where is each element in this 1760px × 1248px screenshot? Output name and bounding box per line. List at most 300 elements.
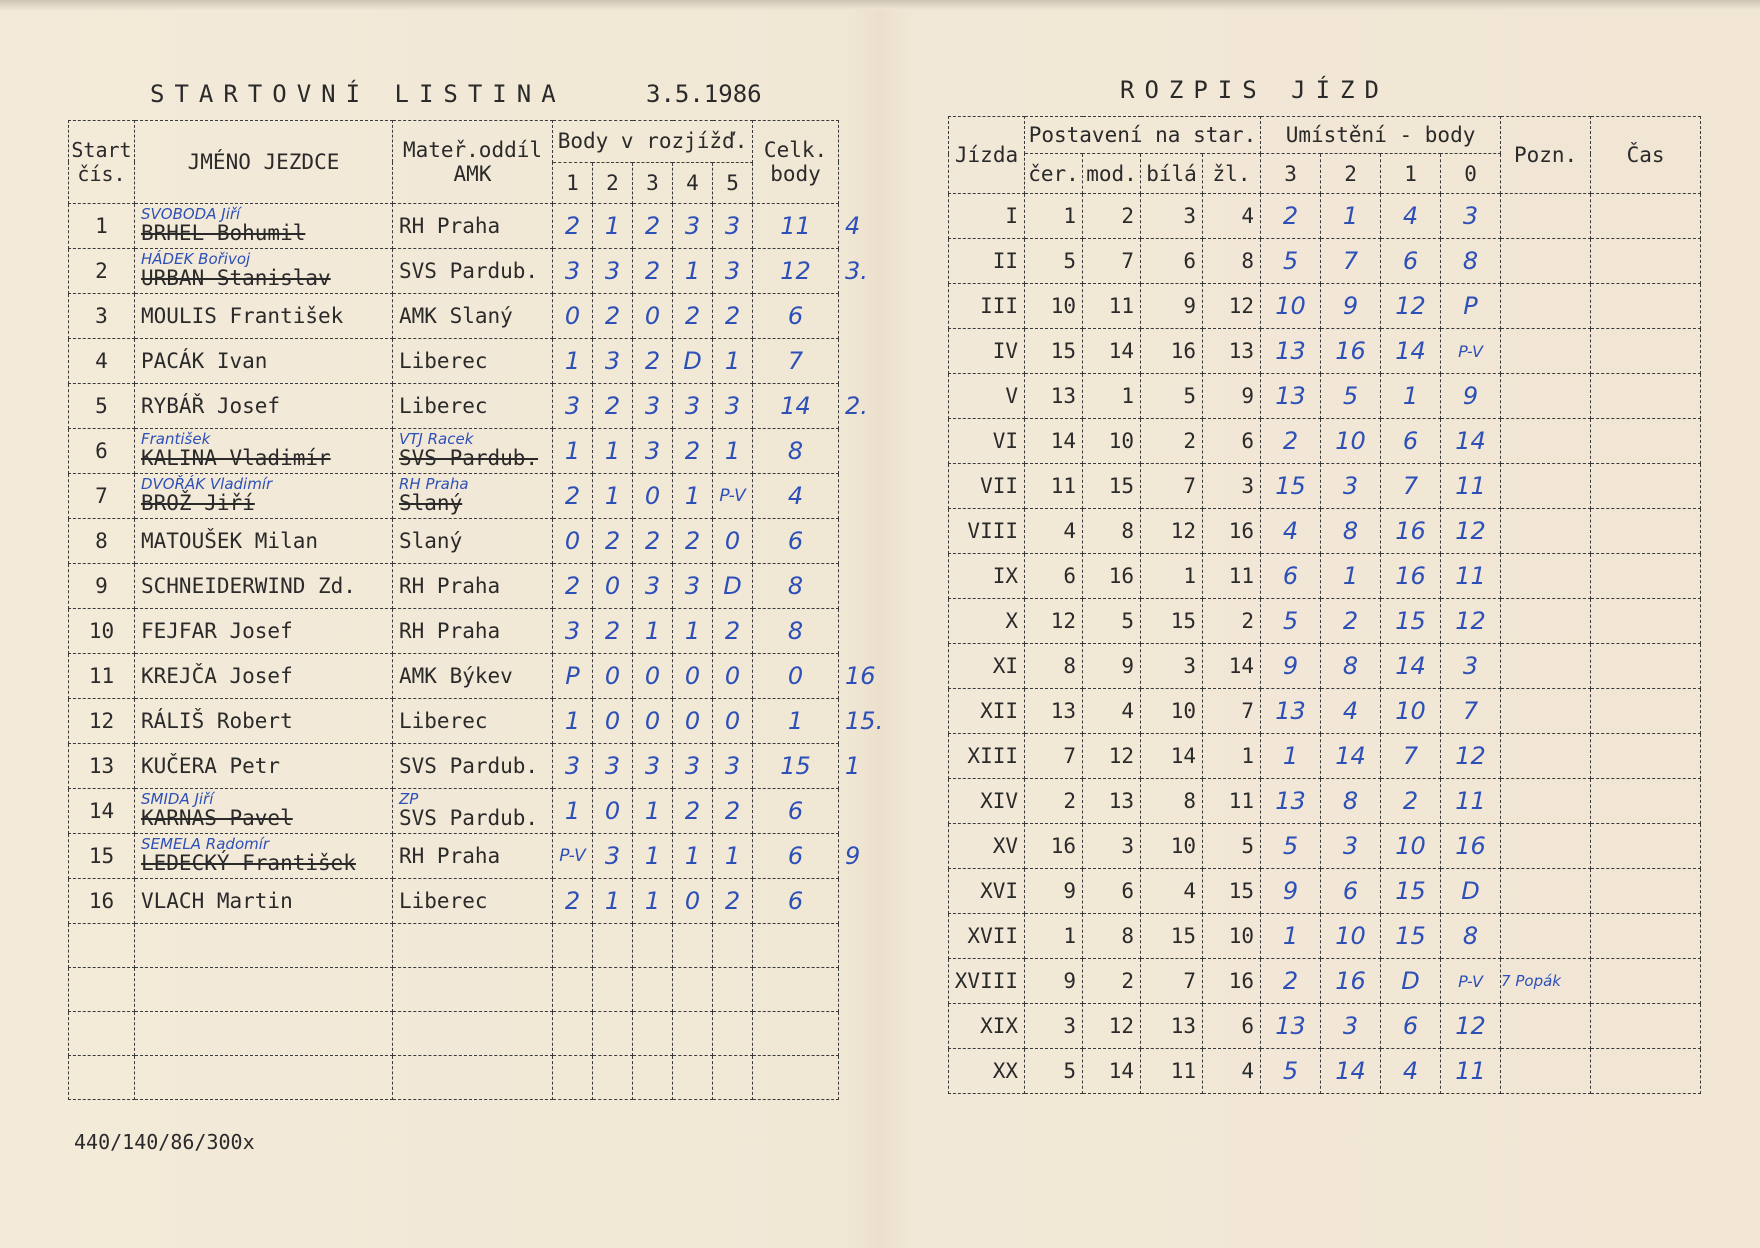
- start-position: 10: [1141, 824, 1203, 869]
- rider-row: [69, 339, 909, 384]
- rider-name-cell: [135, 204, 393, 249]
- empty-cell: [135, 968, 393, 1012]
- heat-id: XIX: [949, 1004, 1025, 1049]
- empty-cell: [633, 1056, 673, 1100]
- header-color-3: žl.: [1203, 154, 1261, 194]
- heat-points: 1: [633, 834, 673, 879]
- start-number: 9: [69, 564, 135, 609]
- heat-points: 2: [673, 294, 713, 339]
- empty-cell: [839, 968, 909, 1012]
- final-placing: [839, 789, 909, 834]
- rider-row: [69, 654, 909, 699]
- rider-name-cell: [135, 879, 393, 924]
- empty-cell: [393, 924, 553, 968]
- total-points: 8: [753, 609, 839, 654]
- start-position: 4: [1141, 869, 1203, 914]
- total-points: 6: [753, 294, 839, 339]
- heat-id: XVII: [949, 914, 1025, 959]
- heat-points: P-V: [713, 474, 753, 519]
- start-number: 6: [69, 429, 135, 474]
- heat-points: 1: [593, 204, 633, 249]
- placing-rider: 1: [1321, 194, 1381, 239]
- start-position: 16: [1203, 509, 1261, 554]
- header-rider: JMÉNO JEZDCE: [135, 121, 393, 204]
- header-club: Mateř.oddíl AMK: [393, 121, 553, 204]
- rider-name: KARNAS Pavel: [141, 806, 293, 830]
- total-points: 0: [753, 654, 839, 699]
- placing-rider: 1: [1261, 914, 1321, 959]
- empty-cell: [673, 1012, 713, 1056]
- start-position: 5: [1025, 1049, 1083, 1094]
- heat-row: [949, 329, 1701, 374]
- empty-cell: [553, 968, 593, 1012]
- club-name: SVS Pardub.: [399, 806, 539, 830]
- placing-rider: 11: [1441, 1049, 1501, 1094]
- start-position: 10: [1025, 284, 1083, 329]
- start-position: 11: [1025, 464, 1083, 509]
- total-points: 8: [753, 564, 839, 609]
- header-heat-1: 1: [553, 162, 593, 204]
- placing-rider: 7: [1321, 239, 1381, 284]
- header-heat-points: Body v rozjížď.: [553, 121, 753, 163]
- heat-points: 3: [633, 564, 673, 609]
- header-start-no: Start čís.: [69, 121, 135, 204]
- heat-time: [1591, 464, 1701, 509]
- empty-cell: [69, 968, 135, 1012]
- placing-rider: 12: [1381, 284, 1441, 329]
- heat-note: [1501, 374, 1591, 419]
- heat-points: 3: [713, 384, 753, 429]
- rider-row: [69, 429, 909, 474]
- placing-rider: 16: [1321, 959, 1381, 1004]
- placing-rider: 13: [1261, 374, 1321, 419]
- start-position: 2: [1083, 194, 1141, 239]
- heat-points: 2: [673, 789, 713, 834]
- heat-points: 0: [553, 519, 593, 564]
- start-position: 7: [1203, 689, 1261, 734]
- header-points-3: 3: [1261, 154, 1321, 194]
- placing-rider: 12: [1441, 509, 1501, 554]
- heat-row: [949, 554, 1701, 599]
- heat-points: 1: [633, 789, 673, 834]
- start-position: 7: [1141, 959, 1203, 1004]
- club-name: Liberec: [399, 889, 488, 913]
- header-points-1: 1: [1381, 154, 1441, 194]
- start-position: 14: [1141, 734, 1203, 779]
- heat-id: XX: [949, 1049, 1025, 1094]
- heat-points: 1: [593, 879, 633, 924]
- header-color-2: bílá: [1141, 154, 1203, 194]
- rider-row: [69, 474, 909, 519]
- start-position: 12: [1083, 734, 1141, 779]
- left-title: STARTOVNÍ LISTINA: [150, 80, 566, 108]
- start-position: 2: [1083, 959, 1141, 1004]
- club-cell: [393, 654, 553, 699]
- start-position: 10: [1141, 689, 1203, 734]
- placing-rider: 13: [1261, 1004, 1321, 1049]
- heat-points: 3: [713, 744, 753, 789]
- heat-points: 1: [593, 429, 633, 474]
- start-position: 12: [1203, 284, 1261, 329]
- placing-rider: 6: [1381, 419, 1441, 464]
- rider-name-cell: [135, 654, 393, 699]
- placing-rider: 10: [1261, 284, 1321, 329]
- empty-cell: [393, 1056, 553, 1100]
- final-placing: 9: [845, 842, 861, 870]
- start-position: 15: [1141, 599, 1203, 644]
- club-name: SVS Pardub.: [399, 446, 539, 470]
- heat-id: II: [949, 239, 1025, 284]
- heat-points: 0: [593, 654, 633, 699]
- club-name: Slaný: [399, 491, 463, 515]
- heat-row: [949, 509, 1701, 554]
- start-position: 12: [1025, 599, 1083, 644]
- club-cell: [393, 834, 553, 879]
- placing-rider: 15: [1261, 464, 1321, 509]
- heat-note: [1501, 1004, 1591, 1049]
- placing-rider: 5: [1261, 824, 1321, 869]
- heat-points: 1: [713, 339, 753, 384]
- total-points: 12: [753, 249, 839, 294]
- placing-rider: 4: [1381, 194, 1441, 239]
- header-heat-5: 5: [713, 162, 753, 204]
- heat-time: [1591, 554, 1701, 599]
- heat-time: [1591, 239, 1701, 284]
- start-position: 8: [1083, 509, 1141, 554]
- heat-row: [949, 734, 1701, 779]
- heat-points: 0: [633, 699, 673, 744]
- heat-points: 0: [633, 294, 673, 339]
- heat-points: 0: [593, 789, 633, 834]
- club-cell: [393, 474, 553, 519]
- empty-cell: [553, 1056, 593, 1100]
- rider-name: LEDECKÝ František: [141, 851, 356, 875]
- empty-cell: [593, 924, 633, 968]
- start-position: 9: [1025, 959, 1083, 1004]
- heat-points: 2: [633, 204, 673, 249]
- final-placing: 16: [845, 662, 876, 690]
- rider-name-cell: [135, 564, 393, 609]
- heat-note: [1501, 194, 1591, 239]
- heat-note: [1501, 554, 1591, 599]
- start-position: 4: [1083, 689, 1141, 734]
- start-position: 14: [1025, 419, 1083, 464]
- club-correction: RH Praha: [399, 475, 469, 493]
- placing-rider: 1: [1381, 374, 1441, 419]
- heat-points: 3: [713, 249, 753, 294]
- placing-rider: 3: [1441, 644, 1501, 689]
- placing-rider: 15: [1381, 869, 1441, 914]
- club-cell: [393, 699, 553, 744]
- start-position: 8: [1141, 779, 1203, 824]
- placing-rider: 11: [1441, 464, 1501, 509]
- placing-rider: 10: [1381, 824, 1441, 869]
- heat-points: 0: [713, 699, 753, 744]
- heat-points: 2: [593, 609, 633, 654]
- start-position: 4: [1203, 1049, 1261, 1094]
- heat-time: [1591, 419, 1701, 464]
- start-position: 7: [1025, 734, 1083, 779]
- empty-cell: [69, 1012, 135, 1056]
- heat-note: [1501, 239, 1591, 284]
- placing-rider: 15: [1381, 599, 1441, 644]
- heat-row: [949, 959, 1701, 1004]
- placing-rider: 10: [1381, 689, 1441, 734]
- final-placing: 1: [845, 752, 861, 780]
- start-position: 9: [1141, 284, 1203, 329]
- rider-name: KREJČA Josef: [141, 664, 293, 688]
- placing-rider: 14: [1441, 419, 1501, 464]
- empty-cell: [633, 968, 673, 1012]
- start-position: 14: [1083, 1049, 1141, 1094]
- start-number: 2: [69, 249, 135, 294]
- heat-note: 7 Popák: [1501, 959, 1591, 1004]
- rider-row: [69, 519, 909, 564]
- rider-row: [69, 744, 909, 789]
- heat-points: 2: [553, 879, 593, 924]
- start-position: 3: [1025, 1004, 1083, 1049]
- header-total: Celk. body: [753, 121, 839, 204]
- empty-cell: [673, 1056, 713, 1100]
- placing-rider: 13: [1261, 329, 1321, 374]
- start-position: 7: [1083, 239, 1141, 284]
- start-position: 13: [1025, 689, 1083, 734]
- start-position: 6: [1083, 869, 1141, 914]
- empty-cell: [393, 968, 553, 1012]
- empty-cell: [593, 1012, 633, 1056]
- start-position: 8: [1083, 914, 1141, 959]
- rider-row: [69, 699, 909, 744]
- placing-rider: 10: [1321, 419, 1381, 464]
- placing-rider: 6: [1261, 554, 1321, 599]
- final-placing: [839, 294, 909, 339]
- empty-cell: [69, 924, 135, 968]
- placing-rider: 6: [1321, 869, 1381, 914]
- start-position: 15: [1203, 869, 1261, 914]
- heat-points: 2: [633, 519, 673, 564]
- rider-name-correction: SMIDA Jiří: [141, 790, 214, 808]
- heat-row: [949, 869, 1701, 914]
- heat-row: [949, 914, 1701, 959]
- heat-note: [1501, 644, 1591, 689]
- club-name: RH Praha: [399, 574, 501, 598]
- placing-rider: 4: [1381, 1049, 1441, 1094]
- heat-points: 1: [673, 474, 713, 519]
- heat-note: [1501, 869, 1591, 914]
- start-position: 6: [1025, 554, 1083, 599]
- start-position: 15: [1025, 329, 1083, 374]
- start-position: 4: [1203, 194, 1261, 239]
- heat-points: 1: [593, 474, 633, 519]
- heat-id: I: [949, 194, 1025, 239]
- heat-time: [1591, 284, 1701, 329]
- start-position: 8: [1203, 239, 1261, 284]
- start-number: 1: [69, 204, 135, 249]
- start-position: 15: [1141, 914, 1203, 959]
- placing-rider: 11: [1441, 554, 1501, 599]
- placing-rider: 7: [1381, 464, 1441, 509]
- start-position: 3: [1083, 824, 1141, 869]
- placing-rider: 6: [1381, 239, 1441, 284]
- heat-time: [1591, 1049, 1701, 1094]
- start-position: 3: [1141, 194, 1203, 239]
- heat-note: [1501, 1049, 1591, 1094]
- heat-points: 2: [553, 474, 593, 519]
- placing-rider: 14: [1381, 644, 1441, 689]
- club-name: Liberec: [399, 394, 488, 418]
- start-position: 16: [1025, 824, 1083, 869]
- heat-points: 2: [593, 519, 633, 564]
- placing-rider: 3: [1321, 464, 1381, 509]
- heat-id: XV: [949, 824, 1025, 869]
- rider-name-cell: [135, 429, 393, 474]
- start-position: 6: [1203, 419, 1261, 464]
- club-name: RH Praha: [399, 214, 501, 238]
- heat-time: [1591, 1004, 1701, 1049]
- rider-name: VLACH Martin: [141, 889, 293, 913]
- rider-name: KALINA Vladimír: [141, 446, 331, 470]
- rider-name: MATOUŠEK Milan: [141, 529, 319, 553]
- final-placing: 15.: [845, 707, 884, 735]
- placing-rider: 14: [1321, 734, 1381, 779]
- placing-rider: 10: [1321, 914, 1381, 959]
- empty-row: [69, 1012, 909, 1056]
- start-number: 13: [69, 744, 135, 789]
- placing-rider: 7: [1381, 734, 1441, 779]
- rider-name-cell: [135, 339, 393, 384]
- heat-points: 3: [633, 429, 673, 474]
- heat-time: [1591, 194, 1701, 239]
- placing-rider: 9: [1261, 869, 1321, 914]
- heat-row: [949, 419, 1701, 464]
- heat-time: [1591, 599, 1701, 644]
- rider-row: [69, 834, 909, 879]
- placing-rider: 2: [1261, 194, 1321, 239]
- header-color-0: čer.: [1025, 154, 1083, 194]
- start-position: 10: [1083, 419, 1141, 464]
- start-number: 16: [69, 879, 135, 924]
- heat-points: 2: [713, 609, 753, 654]
- heat-time: [1591, 914, 1701, 959]
- empty-cell: [135, 1056, 393, 1100]
- start-position: 1: [1083, 374, 1141, 419]
- club-name: Slaný: [399, 529, 463, 553]
- heat-points: 0: [713, 654, 753, 699]
- heat-points: 0: [593, 699, 633, 744]
- rider-name-correction: František: [141, 430, 211, 448]
- placing-rider: 16: [1381, 509, 1441, 554]
- placing-rider: 1: [1321, 554, 1381, 599]
- heat-points: 2: [553, 204, 593, 249]
- club-cell: [393, 339, 553, 384]
- header-color-1: mod.: [1083, 154, 1141, 194]
- heat-id: V: [949, 374, 1025, 419]
- total-points: 15: [753, 744, 839, 789]
- start-number: 3: [69, 294, 135, 339]
- placing-rider: 2: [1261, 959, 1321, 1004]
- empty-cell: [69, 1056, 135, 1100]
- heat-id: XIV: [949, 779, 1025, 824]
- placing-rider: P-V: [1441, 959, 1501, 1004]
- heat-note: [1501, 689, 1591, 734]
- heat-points: 1: [553, 789, 593, 834]
- start-position: 9: [1083, 644, 1141, 689]
- rider-name: URBAN Stanislav: [141, 266, 331, 290]
- heat-points: 3: [553, 609, 593, 654]
- placing-rider: 7: [1441, 689, 1501, 734]
- start-position: 7: [1141, 464, 1203, 509]
- rider-row: [69, 204, 909, 249]
- empty-cell: [753, 1012, 839, 1056]
- start-position: 5: [1141, 374, 1203, 419]
- start-position: 2: [1203, 599, 1261, 644]
- header-placings: Umístění - body: [1261, 117, 1501, 154]
- paper-edge: [0, 0, 1760, 10]
- heat-row: [949, 464, 1701, 509]
- rider-row: [69, 249, 909, 294]
- placing-rider: 13: [1261, 779, 1321, 824]
- club-name: Liberec: [399, 349, 488, 373]
- start-number: 15: [69, 834, 135, 879]
- empty-cell: [633, 924, 673, 968]
- heat-points: 3: [553, 384, 593, 429]
- start-number: 14: [69, 789, 135, 834]
- placing-rider: 11: [1441, 779, 1501, 824]
- heat-id: IV: [949, 329, 1025, 374]
- heat-id: III: [949, 284, 1025, 329]
- start-position: 1: [1025, 914, 1083, 959]
- total-points: 6: [753, 519, 839, 564]
- start-position: 11: [1141, 1049, 1203, 1094]
- final-placing: 3.: [845, 257, 868, 285]
- placing-rider: 3: [1321, 1004, 1381, 1049]
- rider-name-cell: [135, 519, 393, 564]
- heat-row: [949, 1049, 1701, 1094]
- heat-row: [949, 284, 1701, 329]
- heat-points: 1: [713, 834, 753, 879]
- total-points: 6: [753, 834, 839, 879]
- placing-rider: 1: [1261, 734, 1321, 779]
- start-position: 11: [1083, 284, 1141, 329]
- start-position: 5: [1025, 239, 1083, 284]
- total-points: 7: [753, 339, 839, 384]
- heat-time: [1591, 869, 1701, 914]
- heat-points: 2: [553, 564, 593, 609]
- rider-row: [69, 609, 909, 654]
- final-placing: [839, 519, 909, 564]
- rider-name-cell: [135, 609, 393, 654]
- heat-points: 1: [673, 609, 713, 654]
- start-number: 12: [69, 699, 135, 744]
- start-position: 16: [1141, 329, 1203, 374]
- heat-points: P: [553, 654, 593, 699]
- heat-id: X: [949, 599, 1025, 644]
- heat-points: 2: [673, 429, 713, 474]
- rider-row: [69, 384, 909, 429]
- start-position: 2: [1141, 419, 1203, 464]
- start-position: 15: [1083, 464, 1141, 509]
- rider-name: BRHEL Bohumil: [141, 221, 306, 245]
- heat-points: 3: [553, 249, 593, 294]
- club-name: Liberec: [399, 709, 488, 733]
- heat-note: [1501, 779, 1591, 824]
- total-points: 1: [753, 699, 839, 744]
- placing-rider: 14: [1321, 1049, 1381, 1094]
- rider-row: [69, 564, 909, 609]
- placing-rider: 9: [1321, 284, 1381, 329]
- placing-rider: 2: [1261, 419, 1321, 464]
- heat-points: 2: [633, 339, 673, 384]
